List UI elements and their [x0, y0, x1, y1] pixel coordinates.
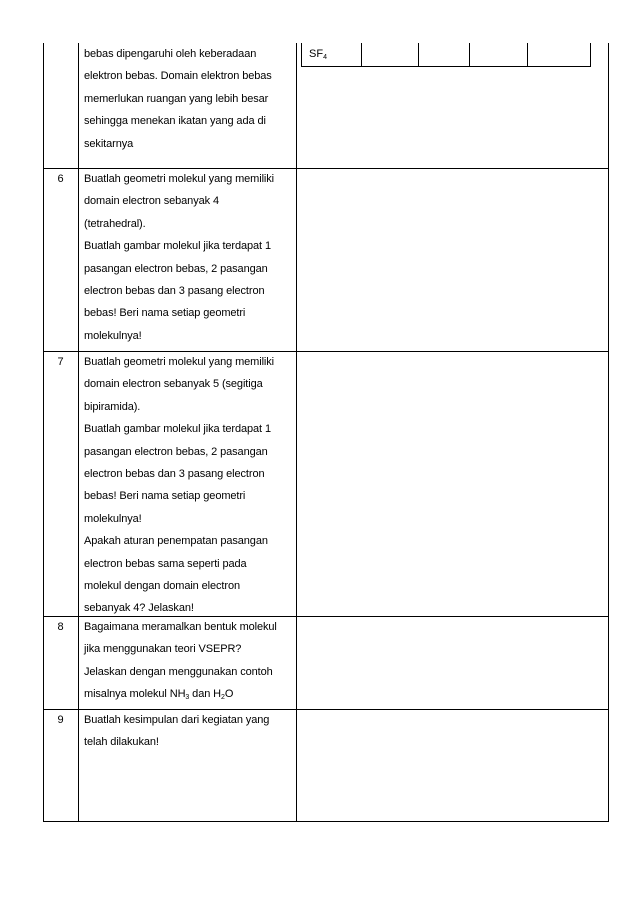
question-line: electron bebas dan 3 pasang electron: [84, 468, 265, 481]
question-line: domain electron sebanyak 4: [84, 195, 219, 208]
question-line: pasangan electron bebas, 2 pasangan: [84, 445, 268, 458]
question-line: sehingga menekan ikatan yang ada di: [84, 115, 266, 128]
table-border-right: [608, 43, 609, 822]
question-line: Buatlah kesimpulan dari kegiatan yang: [84, 714, 270, 726]
answer-cell[interactable]: [361, 43, 362, 66]
question-text: [84, 616, 296, 710]
number-column-border: [78, 43, 79, 822]
table-border-bottom: [43, 821, 609, 822]
row-number: 7: [57, 356, 64, 368]
table-border-left: [43, 43, 44, 822]
question-line: bebas dipengaruhi oleh keberadaan: [84, 48, 257, 60]
question-line: memerlukan ruangan yang lebih besar: [84, 92, 269, 105]
question-line: bebas! Beri nama setiap geometri: [84, 307, 246, 320]
answer-cell[interactable]: [527, 43, 528, 66]
question-line: Buatlah gambar molekul jika terdapat 1: [84, 240, 271, 253]
question-line: molekulnya!: [84, 512, 142, 525]
question-line: pasangan electron bebas, 2 pasangan: [84, 262, 268, 275]
question-line: Buatlah gambar molekul jika terdapat 1: [84, 423, 271, 436]
question-line: elektron bebas. Domain elektron bebas: [84, 70, 272, 83]
row-number: 6: [57, 173, 64, 185]
question-line: jika menggunakan teori VSEPR?: [84, 643, 242, 656]
question-line: misalnya molekul $NH_3$ dan $H_2O$: [84, 688, 234, 702]
molecule-label: $SF_4$: [309, 48, 327, 61]
question-text: [84, 168, 296, 347]
question-line: sebanyak 4? Jelaskan!: [84, 602, 194, 615]
question-line: sekitarnya: [84, 137, 134, 150]
answer-cell[interactable]: [469, 43, 470, 66]
question-line: Jelaskan dengan menggunakan contoh: [84, 665, 273, 678]
question-line: Buatlah geometri molekul yang memiliki: [84, 173, 275, 185]
answer-subtable: [301, 43, 591, 67]
answer-cell[interactable]: [418, 43, 419, 66]
question-line: electron bebas sama seperti pada: [84, 557, 247, 570]
question-line: electron bebas dan 3 pasang electron: [84, 285, 265, 298]
question-text: [84, 709, 296, 754]
question-text: [84, 43, 296, 155]
row-number: 8: [57, 621, 64, 633]
question-line: (tetrahedral).: [84, 217, 146, 230]
question-line: molekulnya!: [84, 329, 142, 342]
worksheet-table: [43, 43, 609, 822]
question-column-border: [296, 43, 297, 822]
row-number: 9: [57, 714, 64, 726]
question-line: Apakah aturan penempatan pasangan: [84, 535, 268, 548]
question-text: [84, 351, 296, 620]
question-line: molekul dengan domain electron: [84, 580, 240, 593]
question-line: telah dilakukan!: [84, 736, 159, 749]
question-line: Bagaimana meramalkan bentuk molekul: [84, 621, 277, 633]
question-line: bebas! Beri nama setiap geometri: [84, 490, 246, 503]
question-line: bipiramida).: [84, 400, 141, 413]
question-line: Buatlah geometri molekul yang memiliki: [84, 356, 275, 368]
question-line: domain electron sebanyak 5 (segitiga: [84, 378, 263, 391]
